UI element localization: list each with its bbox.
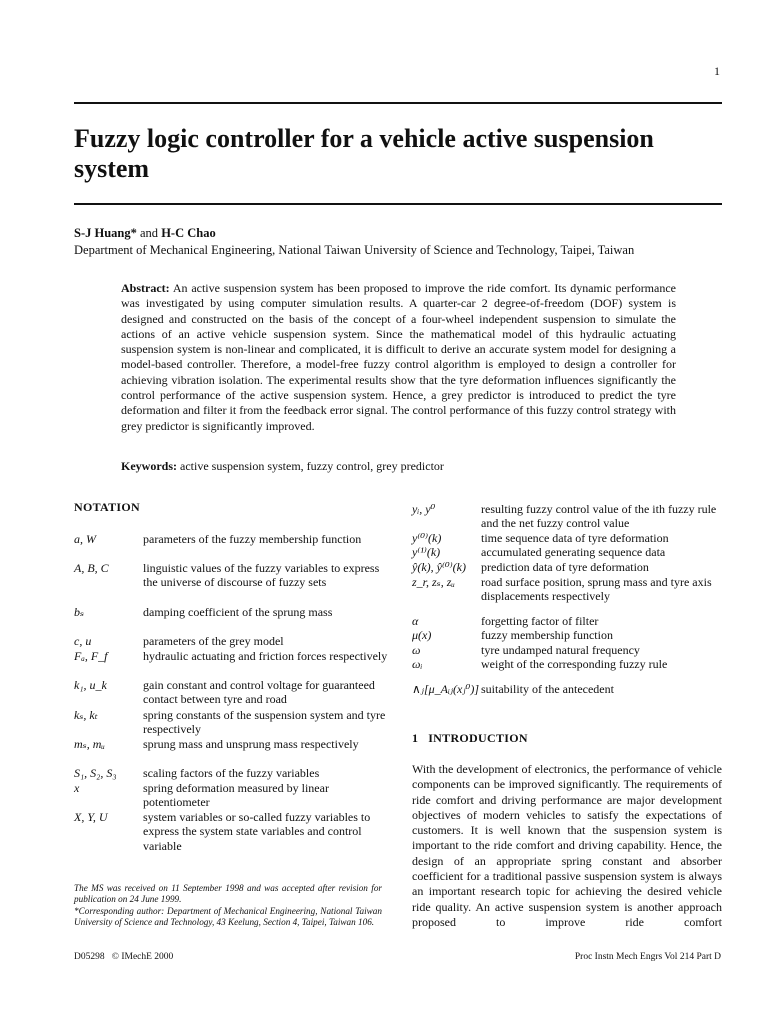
- page-number: 1: [714, 64, 720, 78]
- notation-symbol: X, Y, U: [74, 810, 108, 824]
- notation-heading: NOTATION: [74, 500, 140, 514]
- footnote: [74, 883, 382, 928]
- abstract-text: An active suspension system has been proposed to improve the ride comfort. Its dynamic performance was investigated by using computer simulation results. A quarter-car 2 degree-of-freedom (DOF) system is designed and constructed on the basis of the concept of a four-wheel independent suspension to simulate the actions of an active vehicle suspension system. Since the mathematical model of this hydraulic actuating suspension system is non-linear and complicated, it is difficult to derive an accurate system model for designing a model-based controller. Therefore, a model-free fuzzy control algorithm is employed to design a controller for achieving vibration isolation. The experimental results show that the tyre deformation influences significantly the control performance of the active suspension system. Hence, a grey predictor is introduced to predict the tyre deformation and filter it from the feedback error signal. The control performance of this fuzzy control strategy with grey predictor is significantly improved.: [121, 281, 676, 433]
- notation-symbol: ω: [412, 643, 421, 657]
- notation-symbol: Fₐ, F_f: [74, 649, 108, 663]
- keywords: [121, 459, 676, 474]
- notation-definition: spring deformation measured by linear potentiometer: [143, 781, 329, 810]
- notation-definition: time sequence data of tyre deformation: [481, 531, 669, 545]
- notation-definition: scaling factors of the fuzzy variables: [143, 766, 320, 780]
- notation-symbol: μ(x): [412, 628, 432, 642]
- notation-definition: parameters of the grey model: [143, 634, 284, 648]
- notation-definition: hydraulic actuating and friction forces respectively: [143, 649, 388, 663]
- notation-symbol: ∧ⱼ[μ_Aᵢⱼ(xⱼ⁰)]: [412, 682, 480, 696]
- notation-symbol: z_r, zₛ, zᵤ: [412, 575, 455, 589]
- footer-left: D05298 © IMechE 2000: [74, 952, 174, 962]
- footnote-received: The MS was received on 11 September 1998 and was accepted after revision for publication on 24 June 1999.: [74, 883, 382, 905]
- notation-definition: road surface position, sprung mass and tyre axis displacements respectively: [481, 575, 712, 604]
- section-heading-introduction: 1 INTRODUCTION: [412, 731, 528, 745]
- notation-definition: forgetting factor of filter: [481, 614, 599, 628]
- notation-symbol: yᵢ, y⁰: [412, 502, 436, 516]
- abstract: [121, 281, 676, 434]
- author-1: S-J Huang*: [74, 226, 137, 240]
- notation-definition: linguistic values of the fuzzy variables to express the universe of discourse of fuzzy sets: [143, 561, 380, 590]
- notation-symbol: ωᵢ: [412, 657, 423, 671]
- abstract-label: Abstract:: [121, 281, 170, 295]
- authors-block: [74, 225, 734, 259]
- notation-symbol: S₁, S₂, S₃: [74, 766, 117, 780]
- notation-symbol: kₛ, kₜ: [74, 708, 98, 722]
- author-line: [74, 225, 734, 242]
- notation-symbol: bₛ: [74, 605, 85, 619]
- notation-definition: parameters of the fuzzy membership function: [143, 532, 362, 546]
- notation-symbol: y⁽¹⁾(k): [412, 545, 441, 559]
- notation-definition: tyre undamped natural frequency: [481, 643, 640, 657]
- notation-definition: system variables or so-called fuzzy variables to express the system state variables and control variable: [143, 810, 371, 853]
- footer-right: Proc Instn Mech Engrs Vol 214 Part D: [574, 952, 721, 962]
- notation-definition: sprung mass and unsprung mass respectively: [143, 737, 359, 751]
- footnote-corresponding: *Corresponding author: Department of Mechanical Engineering, National Taiwan University of Science and Technology, 43 Keelung, Section 4, Taipei, Taiwan 106.: [74, 905, 382, 927]
- paper-title: Fuzzy logic controller for a vehicle active suspension system: [74, 124, 654, 183]
- notation-definition: resulting fuzzy control value of the ith fuzzy rule and the net fuzzy control value: [481, 502, 717, 531]
- notation-definition: prediction data of tyre deformation: [481, 560, 649, 574]
- keywords-label: Keywords:: [121, 459, 177, 473]
- notation-definition: spring constants of the suspension system and tyre respectively: [143, 708, 386, 737]
- notation-definition: damping coefficient of the sprung mass: [143, 605, 333, 619]
- notation-definition: gain constant and control voltage for guaranteed contact between tyre and road: [143, 678, 375, 707]
- top-rule: [74, 102, 722, 104]
- notation-symbol: A, B, C: [74, 561, 109, 575]
- author-2: H-C Chao: [161, 226, 216, 240]
- notation-definition: weight of the corresponding fuzzy rule: [481, 657, 668, 671]
- notation-symbol: ŷ(k), ŷ⁽⁰⁾(k): [412, 560, 466, 574]
- title-rule: [74, 203, 722, 205]
- notation-definition: suitability of the antecedent: [481, 682, 614, 696]
- keywords-text: active suspension system, fuzzy control, grey predictor: [180, 459, 444, 473]
- author-conjunction: and: [140, 226, 159, 240]
- notation-symbol: a, W: [74, 532, 96, 546]
- affiliation: Department of Mechanical Engineering, National Taiwan University of Science and Technology, Taipei, Taiwan: [74, 243, 635, 257]
- notation-symbol: c, u: [74, 634, 92, 648]
- notation-symbol: α: [412, 614, 419, 628]
- notation-symbol: x: [74, 781, 80, 795]
- notation-symbol: k₁, u_k: [74, 678, 107, 692]
- introduction-text: With the development of electronics, the performance of vehicle components can be improved significantly. The requirements of ride comfort and driving performance are major development objectives of modern vehicles to satisfy the expectations of customers. It is well known that the suspension system is important to the ride comfort and driving capability. Hence, the design of an appropriate spring constant and absorber coefficient for a traditional passive suspension system is always an important research topic for achieving the desired vehicle ride quality. An active suspension system is another approach proposed to improve ride comfort: [412, 762, 722, 929]
- notation-symbol: y⁽⁰⁾(k): [412, 531, 442, 545]
- notation-definition: fuzzy membership function: [481, 628, 613, 642]
- notation-symbol: mₛ, mᵤ: [74, 737, 105, 751]
- notation-definition: accumulated generating sequence data: [481, 545, 666, 559]
